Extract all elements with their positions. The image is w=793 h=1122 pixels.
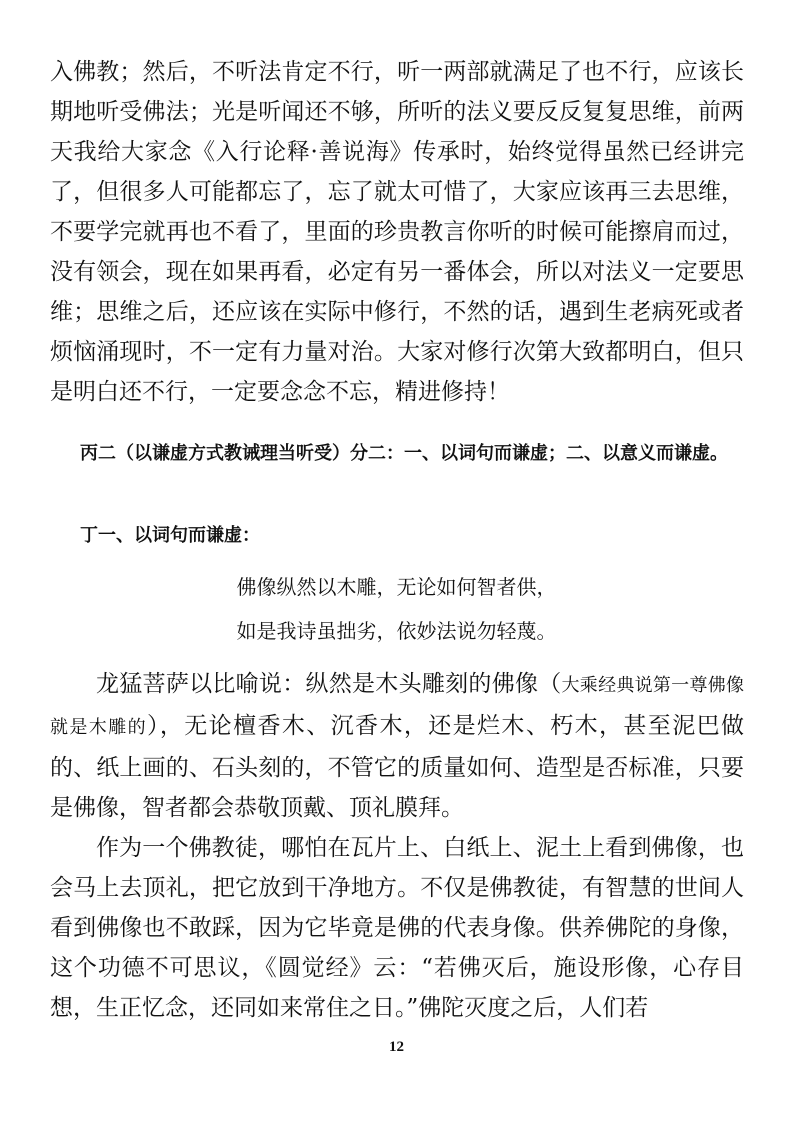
paragraph-2-text-end: ），无论檀香木、沉香木，还是烂木、朽木，甚至泥巴做的、纸上画的、石头刻的，不管它的质量如何、造型是否标准，只要是佛像，智者都会恭敬顶戴、顶礼膜拜。 bbox=[50, 713, 745, 821]
section-heading-ding-yi: 丁一、以词句而谦虚： bbox=[80, 525, 260, 546]
section-heading-bing-er: 丙二（以谦虚方式教诫理当听受）分二：一、以词句而谦虚；二、以意义而谦虚。 bbox=[80, 443, 728, 464]
body-paragraph-2 bbox=[50, 664, 744, 828]
body-paragraph-3: 作为一个佛教徒，哪怕在瓦片上、白纸上、泥土上看到佛像，也会马上去顶礼，把它放到干净地方。不仅是佛教徒，有智慧的世间人看到佛像也不敢踩，因为它毕竟是佛的代表身像。供养佛陀的身像，这个功德不可思议，《圆觉经》云：“若佛灭后，施设形像，心存目想，生正忆念，还同如来常住之日。”佛陀灭度之后，人们若 bbox=[50, 835, 744, 1021]
verse-line-1: 佛像纵然以木雕，无论如何智者供， bbox=[236, 575, 557, 599]
page-number: 12 bbox=[389, 1039, 404, 1055]
inline-note: 大乘经典说第一尊佛像就是木雕的 bbox=[50, 675, 745, 738]
paragraph-2-text-start: 龙猛菩萨以比喻说：纵然是木头雕刻的佛像（ bbox=[96, 671, 562, 697]
body-paragraph-1: 入佛教；然后，不听法肯定不行，听一两部就满足了也不行，应该长期地听受佛法；光是听闻还不够，所听的法义要反反复复思维，前两天我给大家念《入行论释·善说海》传承时，始终觉得虽然已经讲完了，但很多人可能都忘了，忘了就太可惜了，大家应该再三去思维，不要学完就再也不看了，里面的珍贵教言你听的时候可能擦肩而过，没有领会，现在如果再看，必定有另一番体会，所以对法义一定要思维；思维之后，还应该在实际中修行，不然的话，遇到生老病死或者烦恼涌现时，不一定有力量对治。大家对修行次第大致都明白，但只是明白还不行，一定要念念不忘，精进修持！ bbox=[50, 59, 744, 405]
verse-line-2: 如是我诗虽拙劣，依妙法说勿轻蔑。 bbox=[236, 619, 557, 643]
